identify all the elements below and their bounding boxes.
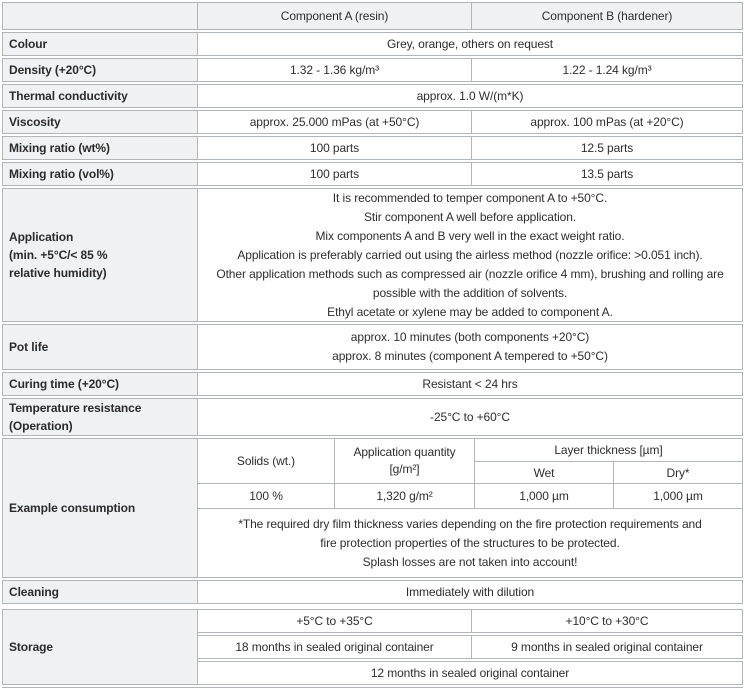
consumption-value-wet: 1,000 µm <box>475 484 614 508</box>
viscosity-label: Viscosity <box>2 110 198 134</box>
density-b: 1.22 - 1.24 kg/m³ <box>471 58 743 82</box>
colour-label: Colour <box>2 32 198 56</box>
storage-content <box>197 609 743 685</box>
consumption-value-solids: 100 % <box>198 484 335 508</box>
viscosity-b: approx. 100 mPas (at +20°C) <box>471 110 743 134</box>
application-instruction-line: Ethyl acetate or xylene may be added to component A. <box>327 304 613 319</box>
pot-life-line: approx. 8 minutes (component A tempered to +50°C) <box>332 349 608 363</box>
storage-label: Storage <box>2 609 198 685</box>
temp-resistance-value: -25°C to +60°C <box>197 398 743 436</box>
curing-label: Curing time (+20°C) <box>2 372 198 396</box>
header-empty-cell <box>2 2 198 30</box>
row-curing-time <box>2 372 743 396</box>
row-application <box>2 188 743 322</box>
mix-wt-a: 100 parts <box>197 136 472 160</box>
consumption-col-quantity <box>335 439 475 483</box>
application-instructions <box>197 188 743 322</box>
storage-temp-a: +5°C to +35°C <box>197 609 472 633</box>
consumption-footnote-line: Splash losses are not taken into account! <box>362 554 578 569</box>
consumption-footnote <box>198 508 742 577</box>
mix-wt-b: 12.5 parts <box>471 136 743 160</box>
consumption-col-layer-thickness <box>475 439 742 483</box>
application-label-line: Application <box>9 230 74 244</box>
consumption-table <box>197 438 743 578</box>
consumption-col-quantity-line: [g/m²] <box>389 462 420 476</box>
application-label <box>2 188 198 322</box>
row-storage <box>2 609 743 685</box>
row-viscosity <box>2 110 743 134</box>
cleaning-label: Cleaning <box>2 580 198 604</box>
row-pot-life <box>2 324 743 370</box>
header-component-b: Component B (hardener) <box>471 2 743 30</box>
row-mixing-ratio-wt <box>2 136 743 160</box>
curing-value: Resistant < 24 hrs <box>197 372 743 396</box>
row-colour <box>2 32 743 56</box>
temp-resistance-label-line: Temperature resistance <box>9 401 142 415</box>
density-label: Density (+20°C) <box>2 58 198 82</box>
consumption-col-solids: Solids (wt.) <box>198 439 335 483</box>
row-mixing-ratio-vol <box>2 162 743 186</box>
header-row <box>2 2 743 30</box>
storage-combined-row <box>197 661 743 685</box>
header-component-a: Component A (resin) <box>197 2 472 30</box>
consumption-label: Example consumption <box>2 438 198 578</box>
cleaning-value: Immediately with dilution <box>197 580 743 604</box>
mix-wt-label: Mixing ratio (wt%) <box>2 136 198 160</box>
consumption-layer-title: Layer thickness [µm] <box>475 439 742 462</box>
mix-vol-a: 100 parts <box>197 162 472 186</box>
consumption-header-row <box>198 439 742 483</box>
storage-months-row <box>197 635 743 659</box>
mix-vol-b: 13.5 parts <box>471 162 743 186</box>
consumption-value-quantity: 1,320 g/m² <box>335 484 475 508</box>
row-cleaning <box>2 580 743 604</box>
consumption-col-wet: Wet <box>475 462 614 483</box>
application-instruction-line: Stir component A well before application. <box>363 209 577 224</box>
viscosity-a: approx. 25.000 mPas (at +50°C) <box>197 110 472 134</box>
row-density <box>2 58 743 82</box>
application-label-line: relative humidity) <box>9 266 107 280</box>
application-label-line: (min. +5°C/< 85 % <box>9 248 108 262</box>
consumption-layer-subheader <box>475 462 742 483</box>
storage-temp-b: +10°C to +30°C <box>471 609 743 633</box>
pot-life-line: approx. 10 minutes (both components +20°C) <box>350 330 590 344</box>
row-temperature-resistance <box>2 398 743 436</box>
consumption-col-quantity-line: Application quantity <box>353 445 456 459</box>
density-a: 1.32 - 1.36 kg/m³ <box>197 58 472 82</box>
row-example-consumption <box>2 438 743 578</box>
application-instruction-line: Other application methods such as compressed air (nozzle orifice 4 mm), brushing and rolling are possible with the addition of solvents. <box>216 266 724 300</box>
row-thermal-conductivity <box>2 84 743 108</box>
consumption-footnote-line: *The required dry film thickness varies depending on the fire protection requirements and fire protection properties of the structures to be protected. <box>238 516 702 550</box>
temp-resistance-label-line: (Operation) <box>9 419 73 433</box>
application-instruction-line: It is recommended to temper component A to +50°C. <box>332 190 608 205</box>
consumption-col-dry: Dry* <box>666 465 690 480</box>
storage-months-a: 18 months in sealed original container <box>197 635 472 659</box>
consumption-values-row <box>198 483 742 508</box>
storage-months-combined: 12 months in sealed original container <box>197 661 743 685</box>
thermal-value: approx. 1.0 W/(m*K) <box>197 84 743 108</box>
pot-life-label: Pot life <box>2 324 198 370</box>
consumption-value-dry: 1,000 µm <box>653 489 703 503</box>
pot-life-value <box>197 324 743 370</box>
application-instruction-line: Application is preferably carried out using the airless method (nozzle orifice: >0.051 inch). <box>237 247 703 262</box>
storage-temp-row <box>197 609 743 633</box>
storage-months-b: 9 months in sealed original container <box>471 635 743 659</box>
temp-resistance-label <box>2 398 198 436</box>
thermal-label: Thermal conductivity <box>2 84 198 108</box>
mix-vol-label: Mixing ratio (vol%) <box>2 162 198 186</box>
colour-value: Grey, orange, others on request <box>197 32 743 56</box>
application-instruction-line: Mix components A and B very well in the exact weight ratio. <box>315 228 625 243</box>
